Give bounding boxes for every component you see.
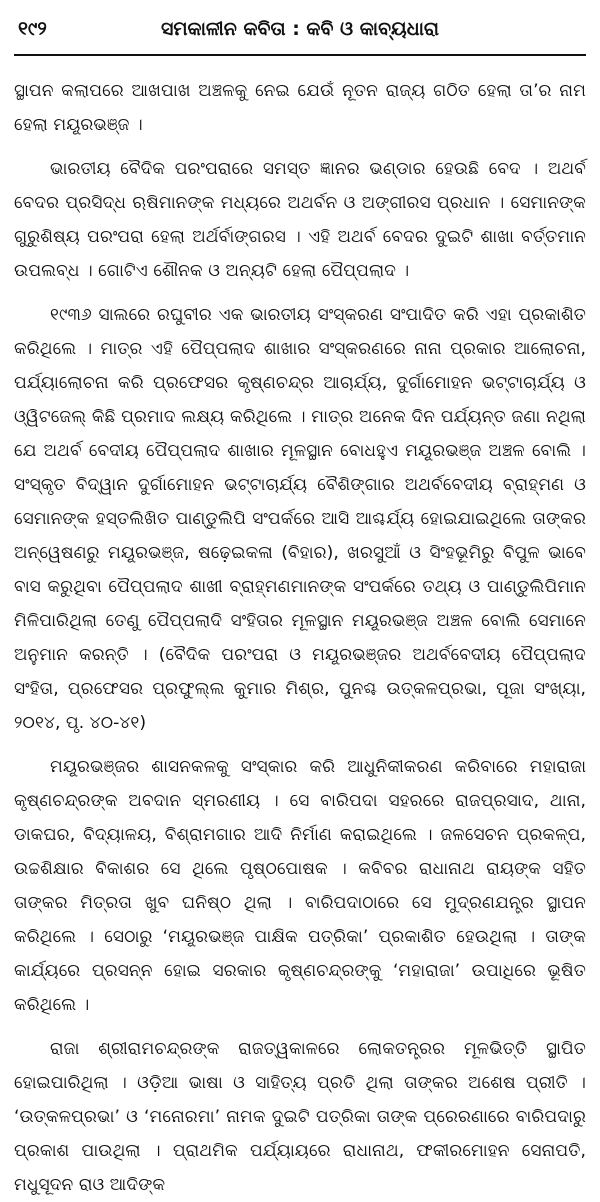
body-text — [14, 74, 586, 1202]
paragraph-4: ମୟୂରଭଞ୍ଜର ଶାସନକଳକୁ ସଂସ୍କାର କରି ଆଧୁନିକୀକରଣ କରିବାରେ ମହାରାଜା କୃଷ୍ଣଚନ୍ଦ୍ରଙ୍କ ଅବଦାନ ସ୍ମରଣୀୟ । ସେ ବାରିପଦା ସହରରେ ରାଜପ୍ରସାଦ, ଥାନା, ଡାକଘର, ବିଦ୍ୟାଳୟ, ବିଶ୍ରାମଗାର ଆଦି ନିର୍ମାଣ କରାଇଥିଲେ । ଜଳସେଚନ ପ୍ରକଳ୍ପ, ଉଚ୍ଚଶିକ୍ଷାର ବିକାଶର ସେ ଥିଲେ ପୃଷ୍ଠପୋଷକ । କବିବର ରାଧାନାଥ ରାୟଙ୍କ ସହିତ ତାଙ୍କର ମିତ୍ରତା ଖୁବ ଘନିଷ୍ଠ ଥିଲା । ବାରିପଦାଠାରେ ସେ ମୁଦ୍ରଣଯନ୍ତ୍ର ସ୍ଥାପନ କରିଥିଲେ । ସେଠାରୁ ‘ମୟୂରଭଞ୍ଜ ପାକ୍ଷିକ ପତ୍ରିକା’ ପ୍ରକାଶିତ ହେଉଥିଲା । ତାଙ୍କ କାର୍ଯ୍ୟରେ ପ୍ରସନ୍ନ ହୋଇ ସରକାର କୃଷ୍ଣଚନ୍ଦ୍ରଙ୍କୁ ‘ମହାରାଜା’ ଉପାଧିରେ ଭୂଷିତ କରିଥିଲେ । — [14, 757, 586, 1015]
paragraph-3: ୧୯୩୬ ସାଲରେ ରଘୁବୀର ଏକ ଭାରତୀୟ ସଂସ୍କରଣ ସଂପାଦିତ କରି ଏହା ପ୍ରକାଶିତ କରିଥିଲେ । ମାତ୍ର ଏହି ପୈପ୍ପଲାଦ ଶାଖାର ସଂସ୍କରଣରେ ନାନା ପ୍ରକାର ଆଲୋଚନା, ପର୍ଯ୍ୟାଲୋଚନା କରି ପ୍ରଫେସର କୃଷ୍ଣଚନ୍ଦ୍ର ଆଚାର୍ଯ୍ୟ, ଦୁର୍ଗାମୋହନ ଭଟ୍ଟାଚାର୍ଯ୍ୟ ଓ ଓ୍ୱିଟଜେଲ୍ କିଛି ପ୍ରମାଦ ଲକ୍ଷ୍ୟ କରିଥିଲେ । ମାତ୍ର ଅନେକ ଦିନ ପର୍ଯ୍ୟନ୍ତ ଜଣା ନଥିଲା ଯେ ଅଥର୍ବ ବେଦୀୟ ପୈପ୍ପଲାଦ ଶାଖାର ମୂଳସ୍ଥାନ ବୋଧହୁଏ ମୟୂରଭଞ୍ଜ ଅଞ୍ଚଳ ବୋଲି । ସଂସ୍କୃତ ବିଦ୍ୱାନ ଦୁର୍ଗାମୋହନ ଭଟ୍ଟାଚାର୍ଯ୍ୟ ବୈଶିଙ୍ଗାର ଅଥର୍ବବେଦୀୟ ବ୍ରାହ୍ମଣ ଓ ସେମାନଙ୍କ ହସ୍ତଲିଖିତ ପାଣ୍ଡୁଲିପି ସଂପର୍କରେ ଆସି ଆଶ୍ଚର୍ଯ୍ୟ ହୋଇଯାଇଥିଲେ ତାଙ୍କର ଅନ୍ୱେଷଣରୁ ମୟୂରଭଞ୍ଜ, ଷଢ଼େଇକଳା (ବିହାର), ଖରସୁଆଁ ଓ ସିଂହଭୂମିରୁ ବିପୁଳ ଭାବେ ବାସ କରୁଥିବା ପୈପ୍ପଲାଦ ଶାଖୀ ବ୍ରାହ୍ମଣମାନଙ୍କ ସଂପର୍କରେ ତଥ୍ୟ ଓ ପାଣ୍ଡୁଲିପିମାନ ମିଳିପାରିଥିଲା ତେଣୁ ପୈପ୍ପଲାଦି ସଂହିତାର ମୂଳସ୍ଥାନ ମୟୂରଭଞ୍ଜ ଅଞ୍ଚଳ ବୋଲି ସେମାନେ ଅନୁମାନ କରନ୍ତି । (ବୈଦିକ ପରଂପରା ଓ ମୟୂରଭଞ୍ଜର ଅଥର୍ବବେଦୀୟ ପୈପ୍ପଲାଦ ସଂହିତା, ପ୍ରଫେସର ପ୍ରଫୁଲ୍ଲ କୁମାର ମିଶ୍ର, ପୁନଶ୍ଚ ଉତ୍କଳପ୍ରଭା, ପୂଜା ସଂଖ୍ୟା, ୨୦୧୪, ପୃ. ୪୦-୪୧) — [14, 305, 586, 733]
paragraph-1: ସ୍ଥାପନ କଲାପରେ ଆଖପାଖ ଅଞ୍ଚଳକୁ ନେଇ ଯେଉଁ ନୂତନ ରାଜ୍ୟ ଗଠିତ ହେଲା ତା’ର ନାମ ହେଲା ମୟୂରଭଞ୍ଜ । — [14, 81, 586, 135]
page-number: ୧୯୨ — [18, 18, 47, 40]
paragraph-2: ଭାରତୀୟ ବୈଦିକ ପରଂପରାରେ ସମସ୍ତ ଜ୍ଞାନର ଭଣ୍ଡାର ହେଉଛି ବେଦ । ଅଥର୍ବ ବେଦର ପ୍ରସିଦ୍ଧ ଋଷିମାନଙ୍କ ମଧ୍ୟରେ ଅଥର୍ବନ ଓ ଅଙ୍ଗୀରସ ପ୍ରଧାନ । ସେମାନଙ୍କ ଗୁରୁଶିଷ୍ୟ ପରଂପରା ହେଲା ଅର୍ଥର୍ବାଙ୍ଗରସ । ଏହି ଅଥର୍ବ ବେଦର ଦୁଇଟି ଶାଖା ବର୍ତ୍ତମାନ ଉପଲବ୍ଧ । ଗୋଟିଏ ଶୌନକ ଓ ଅନ୍ୟଟି ହେଲା ପୈପ୍ପଲାଦ । — [14, 159, 586, 281]
page-header — [14, 14, 586, 56]
paragraph-5: ରାଜା ଶ୍ରୀରାମଚନ୍ଦ୍ରଙ୍କ ରାଜତ୍ୱକାଳରେ ଲୋକତନ୍ତ୍ରର ମୂଳଭିତ୍ତି ସ୍ଥାପିତ ହୋଇପାରିଥିଲା । ଓଡ଼ିଆ ଭାଷା ଓ ସାହିତ୍ୟ ପ୍ରତି ଥିଲା ତାଙ୍କର ଅଶେଷ ପ୍ରୀତି । ‘ଉତ୍କଳପ୍ରଭା’ ଓ ‘ମନୋରମା’ ନାମକ ଦୁଇଟି ପତ୍ରିକା ତାଙ୍କ ପ୍ରେରଣାରେ ବାରିପଦାରୁ ପ୍ରକାଶ ପାଉଥିଲା । ପ୍ରାଥମିକ ପର୍ଯ୍ୟାୟରେ ରାଧାନାଥ, ଫକୀରମୋହନ ସେନାପତି, ମଧୁସୂଦନ ରାଓ ଆଦିଙ୍କ — [14, 1039, 586, 1195]
running-title: ସମକାଳୀନ କବିତା : କବି ଓ କାବ୍ୟଧାରା — [160, 18, 440, 40]
